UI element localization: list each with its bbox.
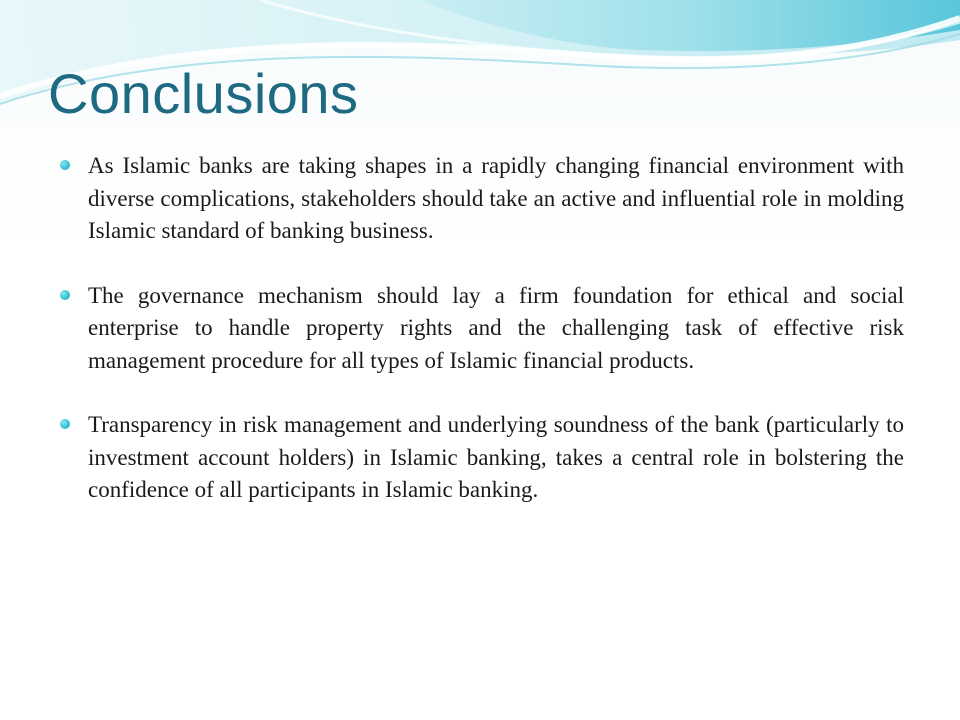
- bullet-dot-icon: [60, 160, 70, 170]
- bullet-text: The governance mechanism should lay a firm foundation for ethical and social enterprise to handle property rights and the challenging task of effective risk management procedure for all types of Islamic financial products.: [88, 282, 904, 373]
- bullet-item: [58, 150, 904, 248]
- slide-title: Conclusions: [48, 62, 359, 125]
- bullet-text: Transparency in risk management and underlying soundness of the bank (particularly to investment account holders) in Islamic banking, takes a central role in bolstering the confidence of all participants in Islamic banking.: [88, 412, 904, 502]
- bullet-list: [58, 150, 904, 539]
- bullet-dot-icon: [60, 290, 70, 300]
- bullet-text: As Islamic banks are taking shapes in a rapidly changing financial environment with diverse complications, stakeholders should take an active and influential role in molding Islamic standard of banking business.: [88, 153, 904, 243]
- bullet-dot-icon: [60, 419, 70, 429]
- bullet-item: [58, 280, 904, 378]
- bullet-item: [58, 409, 904, 507]
